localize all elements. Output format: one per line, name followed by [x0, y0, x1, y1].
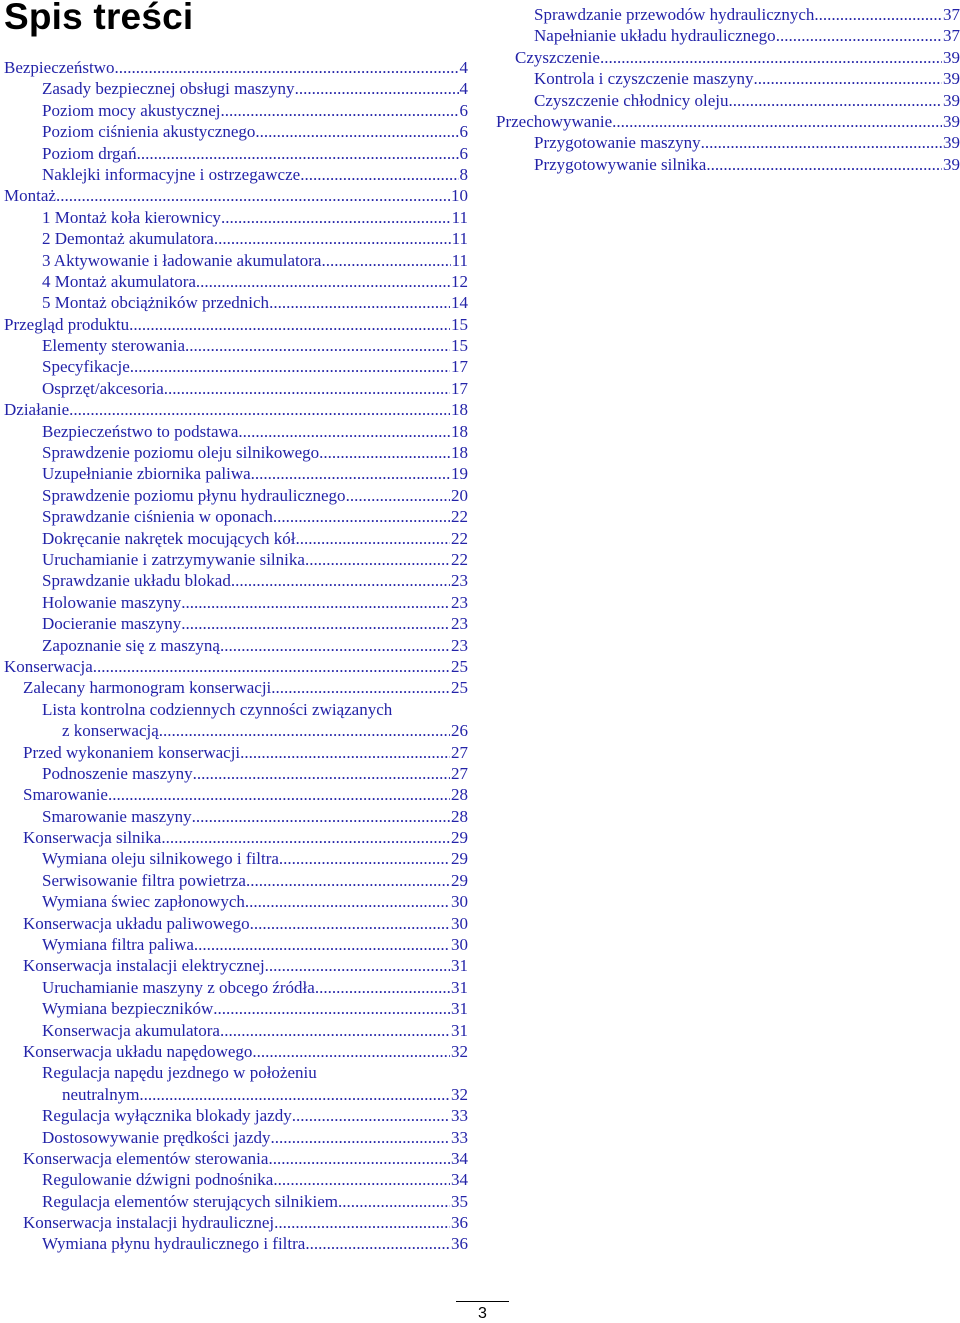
toc-entry[interactable]	[4, 955, 468, 976]
dot-leader	[754, 68, 943, 89]
toc-entry-page: 30	[451, 913, 468, 933]
toc-entry[interactable]	[4, 506, 468, 527]
toc-entry[interactable]	[4, 806, 468, 827]
dot-leader	[251, 463, 450, 484]
toc-entry-page: 39	[943, 133, 960, 153]
toc-entry[interactable]	[4, 763, 468, 784]
toc-entry-page: 37	[943, 26, 960, 46]
dot-leader	[265, 955, 450, 976]
toc-entry[interactable]	[4, 1127, 468, 1148]
dot-leader	[114, 57, 458, 78]
toc-entry-page: 23	[451, 614, 468, 634]
toc-entry-title: Przechowywanie	[496, 111, 613, 131]
toc-entry-page: 25	[451, 678, 468, 698]
dot-leader	[56, 185, 450, 206]
toc-entry-page: 27	[451, 742, 468, 762]
toc-section-entry[interactable]	[4, 656, 468, 677]
dot-leader	[220, 635, 450, 656]
toc-entry-page: 39	[943, 69, 960, 89]
toc-section-entry[interactable]	[4, 399, 468, 420]
toc-entry-page: 11	[451, 229, 468, 249]
toc-entry-title: Sprawdzanie ciśnienia w oponach	[42, 507, 273, 527]
toc-entry-page: 25	[451, 656, 468, 676]
dot-leader	[295, 78, 459, 99]
toc-entry-title: Sprawdzanie układu blokad	[42, 571, 231, 591]
toc-entry-title: Napełnianie układu hydraulicznego	[534, 26, 776, 46]
dot-leader	[231, 570, 450, 591]
toc-entry-page: 30	[451, 935, 468, 955]
toc-entry[interactable]	[4, 1041, 468, 1062]
toc-entry-page: 20	[451, 485, 468, 505]
toc-entry-title: Przed wykonaniem konserwacji	[23, 742, 241, 762]
dot-leader	[600, 47, 942, 68]
toc-entry[interactable]	[4, 78, 468, 99]
toc-entry-page: 19	[451, 464, 468, 484]
toc-entry-title: Regulacja wyłącznika blokady jazdy	[42, 1106, 292, 1126]
toc-entry-page: 26	[451, 721, 468, 741]
dot-leader	[252, 1041, 450, 1062]
toc-entry-page: 30	[451, 892, 468, 912]
toc-entry[interactable]	[4, 570, 468, 591]
toc-entry-page: 12	[451, 271, 468, 291]
dot-leader	[245, 891, 450, 912]
toc-entry-title: Działanie	[4, 400, 70, 420]
toc-entry-title: Wymiana oleju silnikowego i filtra	[42, 849, 279, 869]
toc-entry-page: 23	[451, 571, 468, 591]
toc-entry-page: 31	[451, 999, 468, 1019]
toc-entry-title: Specyfikacje	[42, 357, 130, 377]
toc-entry-page: 14	[451, 293, 468, 313]
dot-leader	[346, 485, 450, 506]
dot-leader	[292, 1105, 450, 1126]
dot-leader	[69, 399, 450, 420]
dot-leader	[214, 228, 451, 249]
toc-entry[interactable]	[4, 100, 468, 121]
toc-entry[interactable]	[4, 463, 468, 484]
dot-leader	[612, 111, 942, 132]
dot-leader	[279, 848, 450, 869]
toc-entry-page: 27	[451, 763, 468, 783]
toc-entry-page: 18	[451, 443, 468, 463]
toc-entry-page: 22	[451, 528, 468, 548]
toc-entry-title: Zasady bezpiecznej obsługi maszyny	[42, 79, 295, 99]
toc-entry[interactable]	[4, 271, 468, 292]
dot-leader	[220, 100, 458, 121]
dot-leader	[93, 656, 450, 677]
toc-entry-title: Czyszczenie chłodnicy oleju	[534, 90, 729, 110]
toc-entry[interactable]	[4, 207, 468, 228]
toc-entry[interactable]	[4, 549, 468, 570]
dot-leader	[338, 1191, 450, 1212]
toc-entry-title: Kontrola i czyszczenie maszyny	[534, 69, 754, 89]
toc-entry-page: 6	[459, 143, 468, 163]
toc-entry-title: Konserwacja instalacji hydraulicznej	[23, 1213, 275, 1233]
toc-section-entry[interactable]	[4, 314, 468, 335]
toc-entry-title: Regulowanie dźwigni podnośnika	[42, 1170, 274, 1190]
toc-entry-page: 28	[451, 806, 468, 826]
toc-entry-title: Wymiana świec zapłonowych	[42, 892, 245, 912]
dot-leader	[321, 250, 450, 271]
dot-leader	[271, 677, 450, 698]
toc-entry-title: Dostosowywanie prędkości jazdy	[42, 1127, 271, 1147]
dot-leader	[193, 763, 450, 784]
dot-leader	[274, 1212, 450, 1233]
toc-entry-title: Zalecany harmonogram konserwacji	[23, 678, 272, 698]
toc-entry-title: Przegląd produktu	[4, 314, 130, 334]
toc-entry[interactable]	[4, 934, 468, 955]
toc-entry-page: 23	[451, 635, 468, 655]
toc-entry[interactable]	[4, 1084, 468, 1105]
toc-entry-title: 5 Montaż obciążników przednich	[42, 293, 270, 313]
toc-entry-page: 18	[451, 400, 468, 420]
toc-entry[interactable]	[4, 998, 468, 1019]
toc-entry-title: Konserwacja układu napędowego	[23, 1041, 253, 1061]
toc-entry-page: 17	[451, 378, 468, 398]
toc-entry-page: 34	[451, 1170, 468, 1190]
dot-leader	[268, 1148, 450, 1169]
toc-entry-page: 11	[451, 250, 468, 270]
toc-entry-page: 15	[451, 314, 468, 334]
toc-entry-title: Czyszczenie	[515, 47, 600, 67]
dot-leader	[315, 977, 450, 998]
toc-entry-title: 2 Demontaż akumulatora	[42, 229, 214, 249]
toc-entry-page: 31	[451, 977, 468, 997]
toc-entry[interactable]	[496, 47, 960, 68]
dot-leader	[220, 1020, 450, 1041]
dot-leader	[246, 870, 450, 891]
toc-entry-title: Bezpieczeństwo	[4, 58, 115, 77]
dot-leader	[181, 613, 450, 634]
toc-entry-title: Przygotowanie maszyny	[534, 133, 701, 153]
toc-right-column	[496, 4, 960, 175]
toc-entry-title: Montaż	[4, 186, 56, 206]
toc-entry-title: Przygotowywanie silnika	[534, 154, 707, 174]
toc-entry-title: 1 Montaż koła kierownicy	[42, 207, 221, 227]
toc-entry[interactable]	[496, 68, 960, 89]
toc-entry-page: 6	[459, 100, 468, 120]
toc-entry[interactable]	[4, 784, 468, 805]
dot-leader	[192, 806, 450, 827]
toc-entry[interactable]	[4, 250, 468, 271]
page-number: 3	[478, 1305, 487, 1322]
toc-entry-page: 37	[943, 5, 960, 24]
toc-entry-page: 28	[451, 785, 468, 805]
toc-entry-page: 4	[459, 58, 468, 77]
toc-entry-title: Poziom mocy akustycznej	[42, 100, 221, 120]
dot-leader	[300, 164, 458, 185]
toc-entry-page: 36	[451, 1213, 468, 1233]
toc-entry[interactable]	[4, 378, 468, 399]
toc-entry-title: Konserwacja akumulatora	[42, 1020, 220, 1040]
toc-entry[interactable]	[4, 335, 468, 356]
toc-entry-title: Konserwacja silnika	[23, 828, 162, 848]
toc-entry[interactable]	[4, 827, 468, 848]
toc-entry[interactable]	[4, 977, 468, 998]
toc-entry-page: 29	[451, 828, 468, 848]
toc-entry-page: 36	[451, 1234, 468, 1254]
dot-leader	[305, 1233, 450, 1254]
toc-entry[interactable]	[4, 1105, 468, 1126]
toc-entry[interactable]	[4, 421, 468, 442]
dot-leader	[196, 271, 450, 292]
toc-entry-title: z konserwacją	[62, 721, 159, 741]
toc-entry[interactable]	[4, 228, 468, 249]
page-title: Spis treści	[4, 0, 194, 37]
toc-entry[interactable]	[4, 891, 468, 912]
dot-leader	[269, 292, 450, 313]
toc-entry-title: Zapoznanie się z maszyną	[42, 635, 220, 655]
toc-entry-title: Holowanie maszyny	[42, 592, 182, 612]
toc-entry-page: 11	[451, 207, 468, 227]
dot-leader	[164, 378, 450, 399]
toc-entry[interactable]	[4, 613, 468, 634]
dot-leader	[728, 90, 942, 111]
toc-entry-page: 33	[451, 1106, 468, 1126]
dot-leader	[271, 1127, 450, 1148]
toc-entry[interactable]	[4, 677, 468, 698]
toc-entry-title: Elementy sterowania	[42, 336, 186, 356]
toc-entry-page: 39	[943, 154, 960, 174]
toc-entry[interactable]	[496, 4, 960, 25]
toc-entry[interactable]	[4, 442, 468, 463]
toc-entry-page: 32	[451, 1084, 468, 1104]
toc-entry[interactable]	[496, 154, 960, 175]
toc-entry-page: 18	[451, 421, 468, 441]
toc-entry[interactable]	[4, 592, 468, 613]
toc-entry[interactable]	[4, 528, 468, 549]
toc-entry-page: 22	[451, 549, 468, 569]
toc-entry-continued[interactable]: Regulacja napędu jezdnego w położeniu	[42, 1063, 317, 1083]
toc-entry-title: Smarowanie maszyny	[42, 806, 192, 826]
dot-leader	[185, 335, 450, 356]
dot-leader	[776, 25, 942, 46]
footer-divider	[456, 1301, 509, 1302]
toc-entry-page: 23	[451, 592, 468, 612]
toc-entry-title: Regulacja elementów sterujących silnikiem	[42, 1191, 338, 1211]
toc-entry-title: Uzupełnianie zbiornika paliwa	[42, 464, 251, 484]
toc-entry[interactable]	[4, 485, 468, 506]
dot-leader	[300, 528, 450, 549]
toc-entry-title: Wymiana bezpieczników	[42, 999, 214, 1019]
toc-entry-title: Naklejki informacyjne i ostrzegawcze	[42, 164, 301, 184]
dot-leader	[238, 421, 450, 442]
dot-leader	[129, 314, 450, 335]
dot-leader	[319, 442, 450, 463]
toc-entry-title: 3 Aktywowanie i ładowanie akumulatora	[42, 250, 322, 270]
toc-section-entry[interactable]	[4, 185, 468, 206]
dot-leader	[706, 154, 942, 175]
dot-leader	[240, 742, 450, 763]
toc-entry-page: 29	[451, 870, 468, 890]
toc-entry-title: Docieranie maszyny	[42, 614, 182, 634]
dot-leader	[273, 506, 450, 527]
dot-leader	[137, 143, 459, 164]
toc-entry[interactable]	[4, 1212, 468, 1233]
toc-entry-title: Sprawdzenie poziomu płynu hydraulicznego	[42, 485, 346, 505]
dot-leader	[159, 720, 450, 741]
toc-entry-page: 32	[451, 1041, 468, 1061]
toc-entry[interactable]	[4, 870, 468, 891]
toc-entry-page: 17	[451, 357, 468, 377]
toc-left-column	[4, 57, 468, 1255]
toc-entry-page: 39	[943, 90, 960, 110]
toc-entry-page: 22	[451, 507, 468, 527]
toc-entry-page: 39	[943, 111, 960, 131]
toc-entry[interactable]	[4, 164, 468, 185]
toc-entry-title: Konserwacja	[4, 656, 93, 676]
toc-entry[interactable]	[4, 1169, 468, 1190]
toc-entry-title: Sprawdzanie przewodów hydraulicznych	[534, 5, 815, 24]
toc-section-entry[interactable]	[496, 111, 960, 132]
toc-entry-title: Dokręcanie nakrętek mocujących kół.	[42, 528, 300, 548]
toc-entry-title: 4 Montaż akumulatora	[42, 271, 196, 291]
toc-entry-page: 35	[451, 1191, 468, 1211]
dot-leader	[130, 356, 450, 377]
toc-entry-title: Wymiana filtra paliwa	[42, 935, 194, 955]
dot-leader	[701, 132, 942, 153]
dot-leader	[108, 784, 450, 805]
dot-leader	[181, 592, 450, 613]
toc-entry[interactable]	[4, 1148, 468, 1169]
toc-entry-title: Uruchamianie i zatrzymywanie silnika	[42, 549, 305, 569]
dot-leader	[139, 1084, 450, 1105]
dot-leader	[250, 913, 450, 934]
dot-leader	[255, 121, 458, 142]
toc-entry[interactable]	[4, 1233, 468, 1254]
toc-entry-title: Sprawdzenie poziomu oleju silnikowego	[42, 443, 320, 463]
toc-entry-page: 4	[459, 79, 468, 99]
dot-leader	[305, 549, 450, 570]
toc-entry[interactable]	[4, 292, 468, 313]
toc-entry-title: Uruchamianie maszyny z obcego źródła	[42, 977, 315, 997]
toc-entry-page: 39	[943, 47, 960, 67]
toc-entry[interactable]	[496, 90, 960, 111]
toc-entry-page: 31	[451, 956, 468, 976]
toc-entry-page: 31	[451, 1020, 468, 1040]
toc-entry[interactable]	[4, 356, 468, 377]
toc-entry-page: 29	[451, 849, 468, 869]
dot-leader	[194, 934, 450, 955]
toc-entry[interactable]	[4, 720, 468, 741]
toc-entry-title: Konserwacja instalacji elektrycznej	[23, 956, 265, 976]
toc-entry[interactable]	[4, 1020, 468, 1041]
toc-entry-continued[interactable]: Lista kontrolna codziennych czynności związanych	[42, 699, 393, 719]
dot-leader	[273, 1169, 450, 1190]
toc-entry[interactable]	[4, 121, 468, 142]
toc-entry-page: 10	[451, 186, 468, 206]
toc-entry-title: Osprzęt/akcesoria	[42, 378, 164, 398]
toc-entry-title: Bezpieczeństwo to podstawa	[42, 421, 239, 441]
dot-leader	[213, 998, 450, 1019]
toc-entry-title: Konserwacja elementów sterowania	[23, 1148, 269, 1168]
toc-entry[interactable]	[4, 913, 468, 934]
dot-leader	[814, 4, 942, 25]
toc-entry-page: 15	[451, 336, 468, 356]
toc-entry-page: 33	[451, 1127, 468, 1147]
dot-leader	[221, 207, 451, 228]
toc-entry-page: 8	[459, 164, 468, 184]
toc-entry-title: neutralnym	[62, 1084, 140, 1104]
toc-entry[interactable]	[496, 132, 960, 153]
toc-entry-title: Serwisowanie filtra powietrza	[42, 870, 246, 890]
toc-entry[interactable]	[4, 143, 468, 164]
toc-entry[interactable]	[496, 25, 960, 46]
toc-entry[interactable]	[4, 742, 468, 763]
toc-entry-title: Smarowanie	[23, 785, 108, 805]
toc-entry[interactable]	[4, 635, 468, 656]
toc-entry-title: Wymiana płynu hydraulicznego i filtra	[42, 1234, 306, 1254]
toc-entry-title: Podnoszenie maszyny	[42, 763, 193, 783]
toc-entry-page: 34	[451, 1148, 468, 1168]
toc-entry[interactable]	[4, 1191, 468, 1212]
dot-leader	[161, 827, 450, 848]
toc-entry-page: 6	[459, 122, 468, 142]
toc-entry-title: Poziom ciśnienia akustycznego	[42, 122, 256, 142]
toc-section-entry[interactable]	[4, 57, 468, 78]
toc-entry[interactable]	[4, 848, 468, 869]
toc-entry-title: Poziom drgań	[42, 143, 137, 163]
toc-entry-title: Konserwacja układu paliwowego	[23, 913, 250, 933]
